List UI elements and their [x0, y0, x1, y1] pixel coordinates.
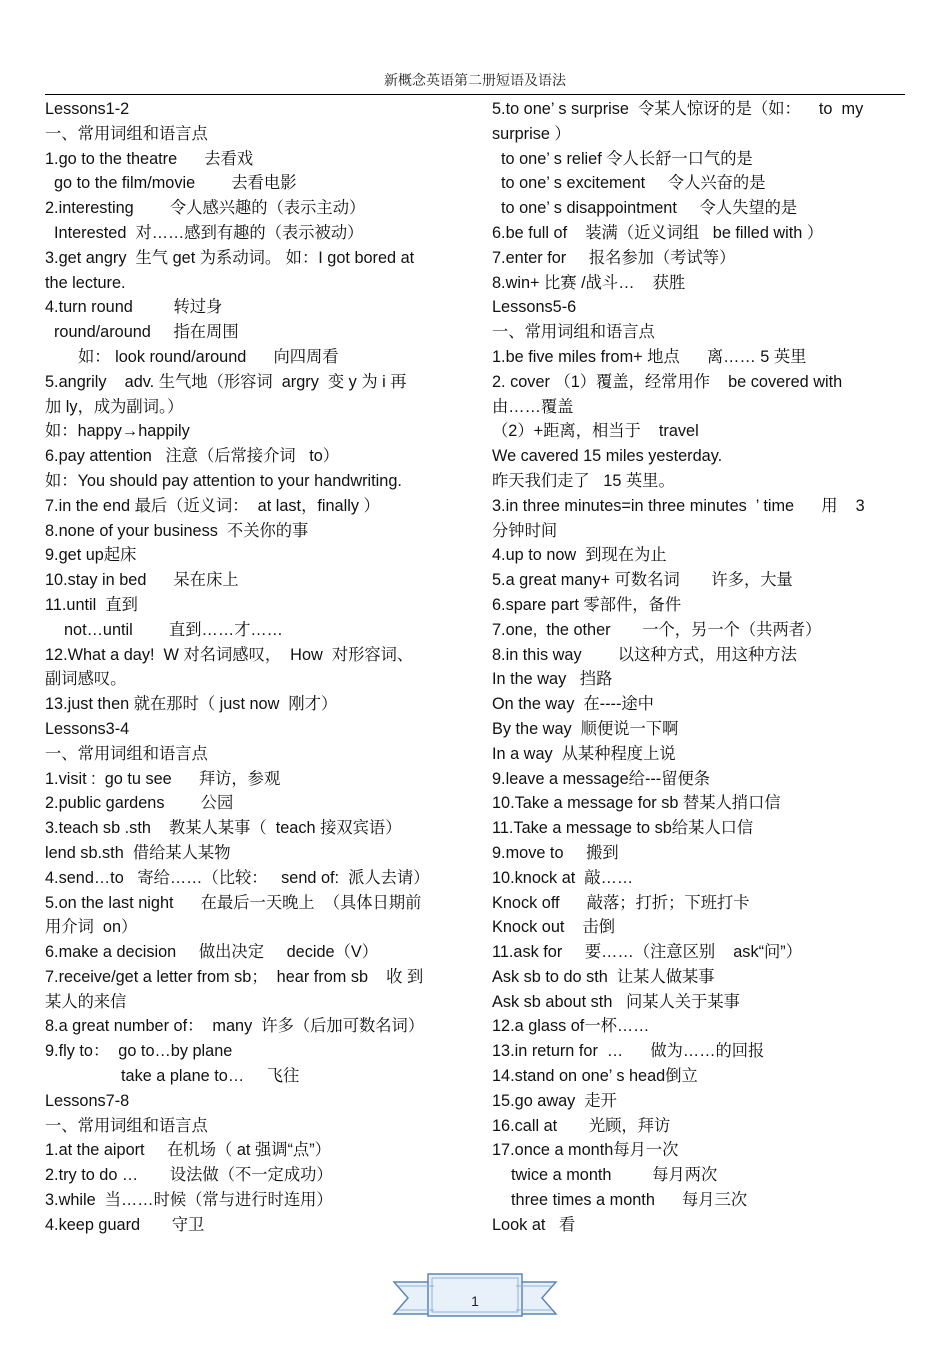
left-column-line: 如： look round/around 向四周看 — [78, 347, 339, 366]
left-column-line: Lessons7-8 — [45, 1091, 130, 1110]
right-column-line: Look at 看 — [492, 1215, 576, 1234]
right-column-line: surprise ） — [492, 124, 571, 143]
right-column-line: In a way 从某种程度上说 — [492, 744, 676, 763]
right-column-line: 由……覆盖 — [492, 397, 574, 416]
right-column-line: 9.move to 搬到 — [492, 843, 619, 862]
right-column-line: 1.be five miles from+ 地点 离…… 5 英里 — [492, 347, 807, 366]
left-column-line: 2.interesting 令人感兴趣的（表示主动） — [45, 199, 366, 218]
right-column-line: （2）+距离，相当于 travel — [492, 422, 699, 441]
right-column-line: Knock off 敲落；打折；下班打卡 — [492, 893, 750, 912]
right-column-line: 10.Take a message for sb 替某人捎口信 — [492, 794, 781, 813]
right-column-line: We cavered 15 miles yesterday. — [492, 447, 723, 466]
right-column-line: 9.leave a message给---留便条 — [492, 769, 711, 788]
left-column-line: 1.at the aiport 在机场（ at 强调“点”） — [45, 1141, 331, 1160]
right-column-line: 17.once a month每月一次 — [492, 1141, 679, 1160]
right-column-line: Ask sb about sth 问某人关于某事 — [492, 992, 740, 1011]
right-column-line: 8.in this way 以这种方式，用这种方法 — [492, 645, 797, 664]
right-column-line: 2. cover （1）覆盖，经常用作 be covered with — [492, 372, 843, 391]
right-column-line: 7.one, the other 一个，另一个（共两者） — [492, 620, 822, 639]
right-column-line: to one’ s relief 令人长舒一口气的是 — [501, 149, 753, 168]
left-column-line: take a plane to… 飞往 — [121, 1067, 300, 1086]
left-column-line: 7.receive/get a letter from sb； hear from sb 收 到 — [45, 967, 424, 986]
left-column-line: Lessons3-4 — [45, 719, 130, 738]
left-column-line: round/around 指在周围 — [54, 323, 239, 342]
left-column-line: 2.public gardens 公园 — [45, 794, 234, 813]
left-column-line: 4.keep guard 守卫 — [45, 1215, 205, 1234]
header-divider — [45, 94, 905, 95]
left-column-line: Interested 对……感到有趣的（表示被动） — [54, 223, 364, 242]
left-column-line: 某人的来信 — [45, 992, 127, 1011]
left-column-line: 3.get angry 生气 get 为系动词。 如：I got bored at — [45, 248, 415, 267]
left-column-line: 1.go to the theatre 去看戏 — [45, 149, 254, 168]
right-column-line: 13.in return for … 做为……的回报 — [492, 1042, 765, 1061]
left-column-line: 10.stay in bed 呆在床上 — [45, 571, 239, 590]
left-column-line: 一、常用词组和语言点 — [45, 744, 208, 763]
left-column-line: 副词感叹。 — [45, 670, 127, 689]
right-column-line: 昨天我们走了 15 英里。 — [492, 471, 675, 490]
left-column-line: 7.in the end 最后（近义词： at last，finally ） — [45, 496, 380, 515]
left-column-line: 13.just then 就在那时（ just now 刚才） — [45, 695, 338, 714]
right-column-line: to one’ s disappointment 令人失望的是 — [501, 199, 798, 218]
right-column-line: 6.spare part 零部件，备件 — [492, 595, 682, 614]
page-number: 1 — [471, 1293, 479, 1309]
left-column-line: Lessons1-2 — [45, 100, 130, 118]
left-column-line: 12.What a day! W 对名词感叹， How 对形容词、 — [45, 645, 414, 664]
left-column — [45, 97, 463, 1238]
left-column-line: 2.try to do … 设法做（不一定成功） — [45, 1166, 333, 1185]
left-column-line: 用介词 on） — [45, 918, 138, 937]
right-column-line: By the way 顺便说一下啊 — [492, 719, 679, 738]
right-column-line: Lessons5-6 — [492, 298, 577, 317]
left-column-line: 如：happy→happily — [45, 422, 190, 441]
left-column-line: go to the film/movie 去看电影 — [54, 174, 297, 193]
left-column-line: 5.angrily adv. 生气地（形容词 argry 变 y 为 i 再 — [45, 372, 407, 391]
right-column-line: 分钟时间 — [492, 521, 558, 540]
right-column-line: 7.enter for 报名参加（考试等） — [492, 248, 736, 267]
page-header-title: 新概念英语第二册短语及语法 — [384, 73, 566, 89]
left-column-line: 3.teach sb .sth 教某人某事（ teach 接双宾语） — [45, 819, 402, 838]
right-column-line: 5.a great many+ 可数名词 许多，大量 — [492, 571, 793, 590]
right-column-line: to one’ s excitement 令人兴奋的是 — [501, 174, 766, 193]
left-column-line: 如：You should pay attention to your handwriting. — [45, 471, 402, 490]
left-column-line: 6.make a decision 做出决定 decide（V） — [45, 943, 378, 962]
left-column-line: 11.until 直到 — [45, 595, 138, 614]
right-column-line: 15.go away 走开 — [492, 1091, 617, 1110]
left-column-line: 加 ly，成为副词。） — [45, 397, 184, 416]
right-column-line: In the way 挡路 — [492, 670, 613, 689]
right-column-line: 4.up to now 到现在为止 — [492, 546, 667, 565]
left-column-line: 9.get up起床 — [45, 546, 137, 565]
left-column-line: 5.on the last night 在最后一天晚上 （具体日期前 — [45, 893, 422, 912]
left-column-line: 9.fly to： go to…by plane — [45, 1042, 233, 1061]
right-column-line: On the way 在----途中 — [492, 695, 654, 714]
right-column-line: 12.a glass of一杯…… — [492, 1017, 650, 1036]
left-column-line: 6.pay attention 注意（后常接介词 to） — [45, 447, 340, 466]
right-column-line: twice a month 每月两次 — [511, 1166, 718, 1185]
right-column — [492, 97, 910, 1238]
right-column-line: Ask sb to do sth 让某人做某事 — [492, 967, 715, 986]
right-column-line: 5.to one’ s surprise 令某人惊讶的是（如： to my — [492, 100, 864, 118]
right-column-line: three times a month 每月三次 — [511, 1191, 748, 1210]
right-column-line: 6.be full of 装满（近义词组 be filled with ） — [492, 223, 824, 242]
left-column-line: 8.a great number of： many 许多（后加可数名词） — [45, 1017, 425, 1036]
left-column-line: the lecture. — [45, 273, 126, 292]
right-column-line: 8.win+ 比赛 /战斗… 获胜 — [492, 273, 686, 292]
right-column-line: 一、常用词组和语言点 — [492, 323, 655, 342]
right-column-line: 11.ask for 要……（注意区别 ask“问”） — [492, 943, 802, 962]
left-column-line: 8.none of your business 不关你的事 — [45, 521, 309, 540]
right-column-line: Knock out 击倒 — [492, 918, 616, 937]
left-column-line: lend sb.sth 借给某人某物 — [45, 843, 231, 862]
left-column-line: 一、常用词组和语言点 — [45, 124, 208, 143]
right-column-line: 11.Take a message to sb给某人口信 — [492, 819, 754, 838]
right-column-line: 3.in three minutes=in three minutes ’ time 用 3 — [492, 496, 865, 515]
left-column-line: 一、常用词组和语言点 — [45, 1116, 208, 1135]
left-column-line: not…until 直到……才…… — [64, 620, 283, 639]
left-column-line: 1.visit : go tu see 拜访，参观 — [45, 769, 281, 788]
left-column-line: 3.while 当……时候（常与进行时连用） — [45, 1191, 333, 1210]
right-column-line: 16.call at 光顾，拜访 — [492, 1116, 671, 1135]
right-column-line: 10.knock at 敲…… — [492, 868, 634, 887]
left-column-line: 4.turn round 转过身 — [45, 298, 223, 317]
right-column-line: 14.stand on one’ s head倒立 — [492, 1067, 698, 1086]
left-column-line: 4.send…to 寄给……（比较： send of: 派人去请） — [45, 868, 430, 887]
